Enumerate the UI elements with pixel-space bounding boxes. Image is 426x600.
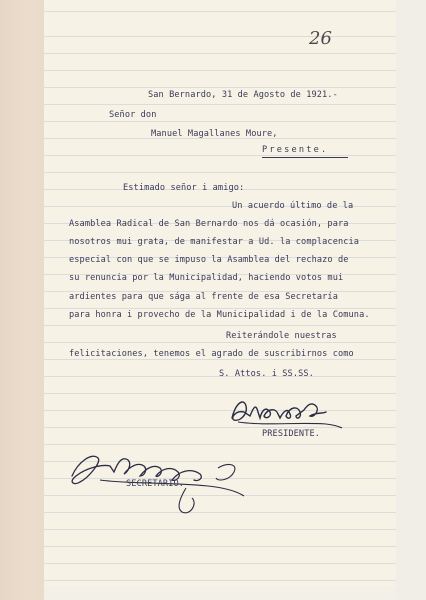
closing-line: felicitaciones, tenemos el agrado de suscribirnos como: [69, 349, 354, 359]
date-line: San Bernardo, 31 de Agosto de 1921.-: [148, 90, 338, 100]
salutation-title: Señor don: [109, 110, 157, 120]
closing-line: S. Attos. i SS.SS.: [219, 369, 314, 379]
recipient-name: Manuel Magallanes Moure,: [151, 129, 278, 139]
closing-line: Reiterándole nuestras: [226, 331, 337, 341]
president-label: PRESIDENTE.: [262, 429, 321, 439]
secretary-signature: [58, 432, 258, 522]
page-edge: [396, 0, 426, 600]
body-line: Asamblea Radical de San Bernardo nos dá ocasión, para: [69, 219, 349, 229]
status-underline: [262, 157, 348, 158]
body-line: nosotros mui grata, de manifestar a Ud. la complacencia: [69, 237, 360, 247]
body-line: especial con que se impuso la Asamblea del rechazo de: [69, 255, 349, 265]
binding-strip: [0, 0, 44, 600]
body-line: para honra i provecho de la Municipalidad i de la Comuna.: [69, 310, 370, 320]
body-line: Un acuerdo último de la: [232, 201, 354, 211]
body-line: ardientes para que sága al frente de esa Secretaría: [69, 292, 338, 302]
body-line: su renuncia por la Municipalidad, haciendo votos mui: [69, 273, 344, 283]
greeting: Estimado señor i amigo:: [123, 183, 245, 193]
page-number: 26: [309, 28, 332, 49]
secretary-label: SECRETARIO.: [126, 479, 185, 489]
recipient-status: Presente.: [262, 145, 329, 155]
